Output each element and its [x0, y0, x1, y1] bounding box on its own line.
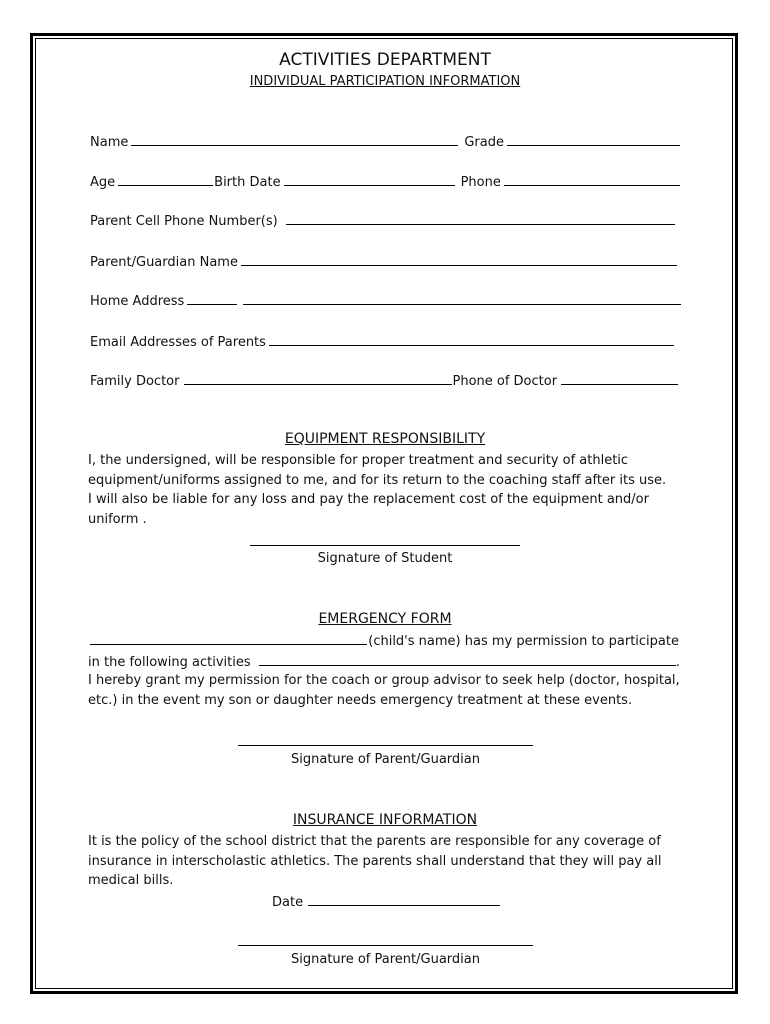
age-field[interactable]: [118, 185, 213, 186]
insurance-line: insurance in interscholastic athletics. The parents shall understand that they will pay all: [88, 853, 662, 869]
date-field[interactable]: [308, 905, 500, 906]
parent-emails-field[interactable]: [269, 345, 674, 346]
date-row: [272, 890, 500, 910]
name-label: Name: [90, 135, 129, 150]
child-name-suffix: (child's name) has my permission to participate: [368, 634, 679, 649]
family-doctor-label: Family Doctor: [90, 374, 180, 389]
home-address-number-field[interactable]: [187, 304, 237, 305]
insurance-heading: INSURANCE INFORMATION: [292, 812, 478, 828]
guardian-signature-caption-emergency: Signature of Parent/Guardian: [291, 752, 480, 767]
insurance-paragraph: [88, 832, 688, 891]
emergency-paragraph: [88, 671, 688, 710]
home-address-row: [90, 289, 681, 309]
equipment-line: I, the undersigned, will be responsible for proper treatment and security of athletic: [88, 453, 629, 468]
age-birth-phone-row: [90, 170, 680, 190]
birth-date-field[interactable]: [284, 185, 455, 186]
name-grade-row: [90, 130, 680, 150]
activities-label: in the following activities: [88, 655, 251, 670]
form-subtitle: INDIVIDUAL PARTICIPATION INFORMATION: [249, 74, 521, 89]
guardian-name-field[interactable]: [241, 265, 677, 266]
phone-label: Phone: [460, 175, 501, 190]
emergency-heading: EMERGENCY FORM: [318, 611, 452, 627]
insurance-line: medical bills.: [88, 873, 174, 888]
equipment-line: I will also be liable for any loss and pay the replacement cost of the equipment and/or: [88, 492, 649, 507]
equipment-line: uniform .: [88, 511, 147, 527]
family-doctor-field[interactable]: [184, 384, 452, 385]
parent-emails-row: [90, 330, 674, 350]
parent-emails-label: Email Addresses of Parents: [90, 335, 266, 350]
child-name-row: [90, 629, 682, 649]
student-signature-caption: Signature of Student: [317, 551, 453, 566]
emergency-line: etc.) in the event my son or daughter needs emergency treatment at these events.: [88, 692, 633, 708]
student-signature-line[interactable]: [250, 545, 520, 546]
guardian-name-row: [90, 250, 677, 270]
home-address-field[interactable]: [243, 304, 681, 305]
doctor-phone-field[interactable]: [561, 384, 678, 385]
guardian-signature-line-insurance[interactable]: [238, 945, 533, 946]
name-field[interactable]: [131, 145, 458, 146]
equipment-paragraph: [88, 451, 688, 529]
age-label: Age: [90, 175, 116, 190]
doctor-row: [90, 369, 678, 389]
parent-cell-label: Parent Cell Phone Number(s): [90, 214, 278, 229]
grade-label: Grade: [464, 135, 504, 150]
equipment-line: equipment/uniforms assigned to me, and for its return to the coaching staff after its use.: [88, 472, 667, 488]
emergency-line: I hereby grant my permission for the coach or group advisor to seek help (doctor, hospital,: [88, 673, 680, 688]
grade-field[interactable]: [507, 145, 680, 146]
date-label: Date: [272, 895, 304, 910]
parent-cell-field[interactable]: [286, 224, 675, 225]
equipment-heading: EQUIPMENT RESPONSIBILITY: [284, 431, 486, 447]
parent-cell-row: [90, 209, 675, 229]
child-name-field[interactable]: [90, 644, 367, 645]
birth-date-label: Birth Date: [214, 175, 281, 190]
guardian-name-label: Parent/Guardian Name: [90, 255, 238, 270]
insurance-line: It is the policy of the school district that the parents are responsible for any coverage of: [88, 834, 661, 849]
activities-row: [88, 650, 680, 670]
guardian-signature-line-emergency[interactable]: [238, 745, 533, 746]
doctor-phone-label: Phone of Doctor: [452, 374, 558, 389]
form-title: ACTIVITIES DEPARTMENT: [279, 50, 491, 70]
home-address-label: Home Address: [90, 294, 185, 309]
phone-field[interactable]: [504, 185, 680, 186]
activities-period: .: [675, 655, 680, 670]
guardian-signature-caption-insurance: Signature of Parent/Guardian: [291, 952, 480, 967]
activities-field[interactable]: [259, 665, 676, 666]
